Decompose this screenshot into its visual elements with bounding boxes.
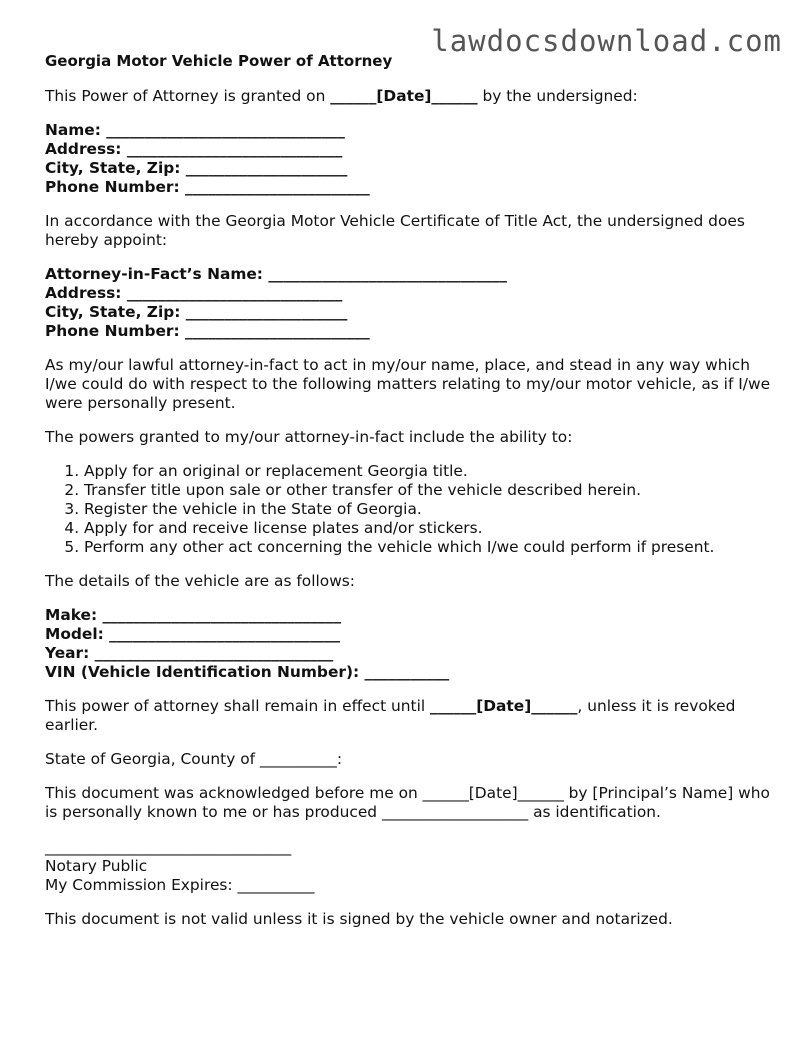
vehicle-model-blank[interactable]: ______________________________ — [109, 625, 340, 643]
intro-paragraph — [45, 87, 775, 106]
principal-phone-label: Phone Number: — [45, 178, 185, 196]
agent-city-label: City, State, Zip: — [45, 303, 186, 321]
list-item: 1. Apply for an original or replacement Georgia title. — [84, 462, 775, 481]
effect-date-field[interactable]: ______[Date]______ — [430, 697, 578, 715]
document-body — [45, 52, 775, 944]
agent-name-label: Attorney-in-Fact’s Name: — [45, 265, 269, 283]
vehicle-make-blank[interactable]: _______________________________ — [102, 606, 342, 624]
effect-text-before: This power of attorney shall remain in effect until — [45, 697, 431, 715]
principal-fields — [45, 121, 775, 197]
principal-address-blank[interactable]: ____________________________ — [126, 140, 343, 158]
list-item: 2. Transfer title upon sale or other transfer of the vehicle described herein. — [84, 481, 775, 500]
appoint-paragraph: In accordance with the Georgia Motor Vehicle Certificate of Title Act, the undersigned does hereby appoint: — [45, 212, 745, 249]
vehicle-model-row — [45, 625, 775, 644]
intro-text-after: by the undersigned: — [477, 87, 638, 105]
principal-phone-row — [45, 178, 775, 197]
list-item: 4. Apply for and receive license plates and/or stickers. — [84, 519, 775, 538]
principal-name-label: Name: — [45, 121, 107, 139]
effect-paragraph — [45, 697, 775, 735]
principal-name-row — [45, 121, 775, 140]
vehicle-vin-blank[interactable]: ___________ — [364, 663, 450, 681]
notary-block — [45, 838, 775, 895]
county-line: State of Georgia, County of __________: — [45, 750, 343, 768]
agent-city-row — [45, 303, 775, 322]
agent-address-blank[interactable]: ____________________________ — [126, 284, 343, 302]
document-title: Georgia Motor Vehicle Power of Attorney — [45, 52, 393, 70]
principal-city-label: City, State, Zip: — [45, 159, 186, 177]
agent-address-row — [45, 284, 775, 303]
vehicle-vin-row — [45, 663, 775, 682]
agent-phone-blank[interactable]: ________________________ — [185, 322, 370, 340]
vehicle-fields — [45, 606, 775, 682]
principal-city-blank[interactable]: _____________________ — [185, 159, 348, 177]
powers-intro: The powers granted to my/our attorney-in-fact include the ability to: — [45, 428, 573, 446]
authority-paragraph: As my/our lawful attorney-in-fact to act in my/our name, place, and stead in any way which I/we could do with respect to the following matters relating to my/our motor vehicle, as if I/we were personally present. — [45, 356, 771, 412]
agent-city-blank[interactable]: _____________________ — [185, 303, 348, 321]
agent-phone-row — [45, 322, 775, 341]
vehicle-intro: The details of the vehicle are as follows: — [45, 572, 355, 590]
vehicle-year-row — [45, 644, 775, 663]
notary-title: Notary Public — [45, 857, 148, 875]
agent-address-label: Address: — [45, 284, 127, 302]
list-item: 3. Register the vehicle in the State of Georgia. — [84, 500, 775, 519]
agent-fields — [45, 265, 775, 341]
vehicle-make-label: Make: — [45, 606, 103, 624]
powers-list — [45, 462, 775, 557]
principal-phone-blank[interactable]: ________________________ — [185, 178, 370, 196]
notary-signature-line[interactable]: ________________________________ — [45, 838, 292, 856]
vehicle-make-row — [45, 606, 775, 625]
agent-name-row — [45, 265, 775, 284]
vehicle-vin-label: VIN (Vehicle Identification Number): — [45, 663, 365, 681]
vehicle-year-blank[interactable]: _______________________________ — [94, 644, 334, 662]
list-item: 5. Perform any other act concerning the vehicle which I/we could perform if present. — [84, 538, 775, 557]
footer-note: This document is not valid unless it is signed by the vehicle owner and notarized. — [45, 910, 673, 928]
principal-name-blank[interactable]: _______________________________ — [106, 121, 345, 139]
intro-date-field[interactable]: ______[Date]______ — [330, 87, 478, 105]
effect-text-after: , unless it is revoked earlier. — [45, 697, 736, 734]
vehicle-year-label: Year: — [45, 644, 95, 662]
vehicle-model-label: Model: — [45, 625, 110, 643]
intro-text-before: This Power of Attorney is granted on — [45, 87, 331, 105]
agent-name-blank[interactable]: _______________________________ — [268, 265, 507, 283]
principal-city-row — [45, 159, 775, 178]
agent-phone-label: Phone Number: — [45, 322, 185, 340]
principal-address-label: Address: — [45, 140, 127, 158]
acknowledgment-paragraph: This document was acknowledged before me on ______[Date]______ by [Principal’s Name] who is personally known to me or has produced ___________________ as identification. — [45, 784, 770, 821]
notary-commission-expires: My Commission Expires: __________ — [45, 876, 315, 894]
principal-address-row — [45, 140, 775, 159]
watermark-text: lawdocsdownload.com — [431, 24, 782, 58]
